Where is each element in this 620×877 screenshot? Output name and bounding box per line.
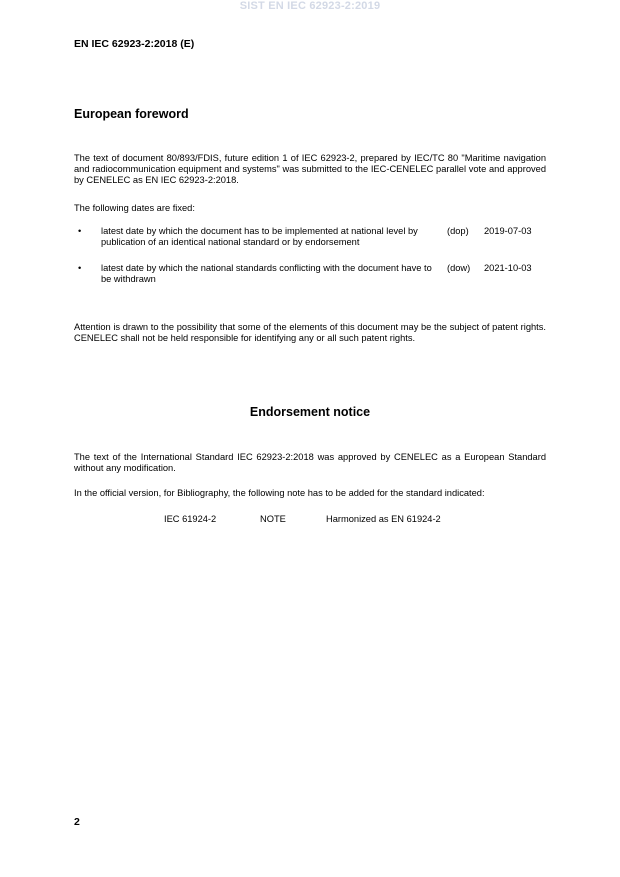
- date-abbreviation: (dop): [447, 226, 469, 236]
- date-description: latest date by which the national standards conflicting with the document have to be withdrawn: [101, 263, 432, 284]
- note-text: Harmonized as EN 61924-2: [326, 514, 441, 524]
- dates-intro: The following dates are fixed:: [74, 203, 195, 213]
- note-label: NOTE: [260, 514, 286, 524]
- note-standard: IEC 61924-2: [164, 514, 217, 524]
- endorsement-paragraph: The text of the International Standard IEC 62923-2:2018 was approved by CENELEC as a European Standard without any modification.: [74, 452, 546, 473]
- bibliography-note-paragraph: In the official version, for Bibliography, the following note has to be added for the standard indicated:: [74, 488, 485, 498]
- date-value: 2019-07-03: [484, 226, 532, 236]
- endorsement-heading: Endorsement notice: [249, 405, 371, 419]
- document-id: EN IEC 62923-2:2018 (E): [74, 38, 195, 50]
- patent-attention-paragraph: Attention is drawn to the possibility that some of the elements of this document may be the subject of patent rights. CENELEC shall not be held responsible for identifying any or all such patent rights.: [74, 322, 546, 343]
- foreword-heading: European foreword: [74, 107, 189, 121]
- bullet-icon: •: [78, 226, 82, 236]
- watermark: SIST EN IEC 62923-2:2019: [239, 0, 381, 12]
- foreword-intro-paragraph: The text of document 80/893/FDIS, future edition 1 of IEC 62923-2, prepared by IEC/TC 80 "Maritime navigation and radiocommunication equipment and systems" was submitted to the IEC-CENELEC parallel vote and approved by CENELEC as EN IEC 62923-2:2018.: [74, 153, 546, 185]
- bullet-icon: •: [78, 263, 82, 273]
- page-number: 2: [74, 816, 80, 828]
- date-abbreviation: (dow): [447, 263, 471, 273]
- date-description: latest date by which the document has to be implemented at national level by publication of an identical national standard or by endorsement: [101, 226, 418, 247]
- date-value: 2021-10-03: [484, 263, 532, 273]
